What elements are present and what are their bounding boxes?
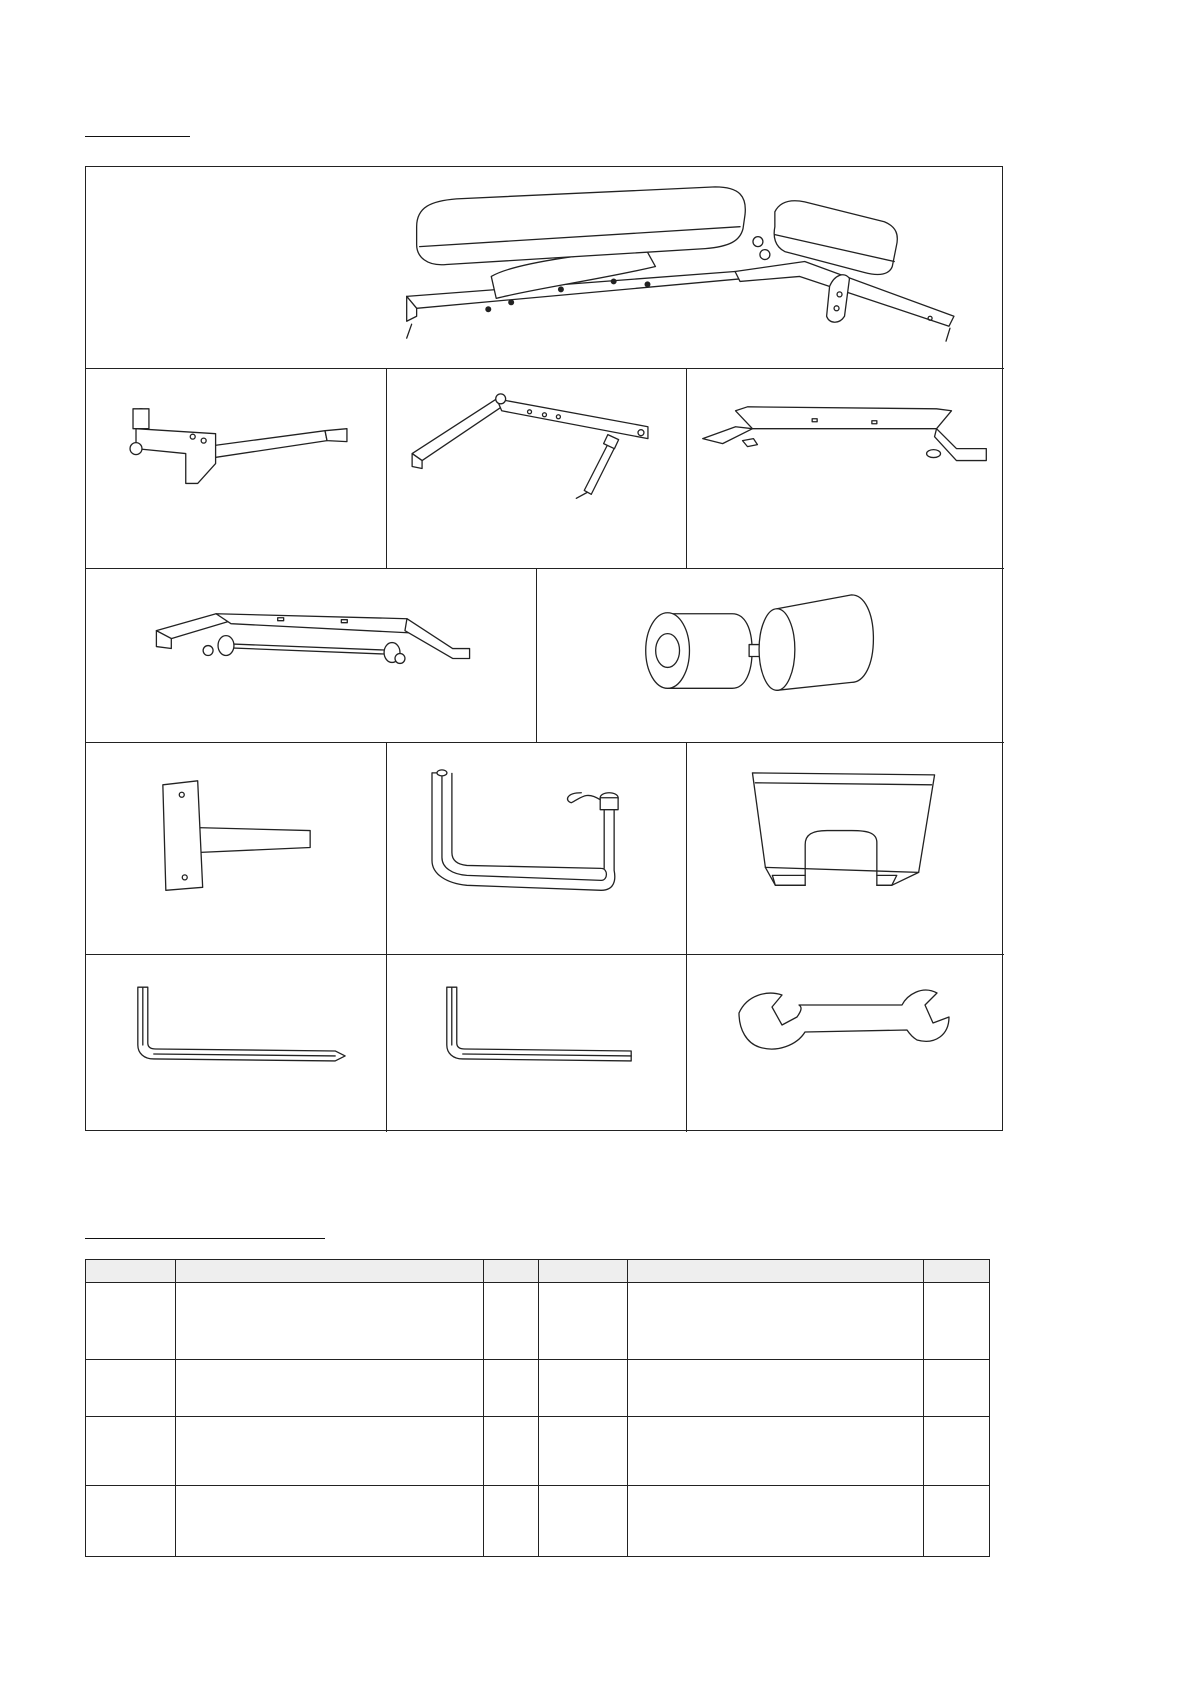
illustration-cell-mounting-plate	[86, 743, 387, 955]
table-row	[86, 1486, 990, 1557]
illustration-cell-main-frame	[387, 369, 687, 569]
table-cell	[175, 1360, 483, 1417]
rear-base-icon	[687, 369, 1004, 568]
table-cell	[175, 1486, 483, 1557]
table-cell	[628, 1283, 924, 1360]
table-cell	[86, 1417, 176, 1486]
table-cell	[175, 1417, 483, 1486]
column-header	[539, 1260, 628, 1283]
seat-cushion-icon	[687, 743, 1004, 954]
foam-rollers-icon	[537, 569, 1004, 742]
table-cell	[539, 1417, 628, 1486]
column-header	[175, 1260, 483, 1283]
illustration-cell-assembled	[86, 167, 1004, 369]
table-cell	[539, 1486, 628, 1557]
table-row	[86, 1417, 990, 1486]
front-base-with-rollers-icon	[86, 569, 536, 742]
mounting-plate-icon	[86, 743, 386, 954]
parts-list-table	[85, 1259, 990, 1557]
table-header-row	[86, 1260, 990, 1283]
screwdriver-allen-key-icon	[86, 955, 386, 1132]
illustration-cell-front-base	[86, 569, 537, 743]
illustration-cell-screwdriver-key	[86, 955, 387, 1132]
table-cell	[86, 1486, 176, 1557]
leg-holder-tube-icon	[387, 743, 686, 954]
column-header	[86, 1260, 176, 1283]
table-cell	[628, 1417, 924, 1486]
illustration-cell-seat-cushion	[687, 743, 1004, 955]
table-cell	[86, 1360, 176, 1417]
illustration-cell-wrench	[687, 955, 1004, 1132]
illustration-cell-allen-key	[387, 955, 687, 1132]
table-cell	[539, 1360, 628, 1417]
table-cell	[628, 1360, 924, 1417]
table-cell	[924, 1283, 990, 1360]
illustration-cell-rear-base	[687, 369, 1004, 569]
table-cell	[483, 1486, 539, 1557]
table-cell	[539, 1283, 628, 1360]
parts-illustration-grid	[85, 166, 1003, 1131]
wrench-icon	[687, 955, 1004, 1132]
table-cell	[175, 1283, 483, 1360]
allen-key-icon	[387, 955, 686, 1132]
table-row	[86, 1283, 990, 1360]
front-stabilizer-frame-icon	[86, 369, 386, 568]
table-cell	[483, 1417, 539, 1486]
column-header	[483, 1260, 539, 1283]
column-header	[924, 1260, 990, 1283]
parts-overview-heading	[85, 122, 190, 137]
table-cell	[483, 1360, 539, 1417]
table-cell	[924, 1360, 990, 1417]
parts-list-heading	[85, 1224, 325, 1239]
illustration-cell-foam-rollers	[537, 569, 1004, 743]
illustration-cell-front-stabilizer	[86, 369, 387, 569]
column-header	[628, 1260, 924, 1283]
table-cell	[924, 1486, 990, 1557]
table-cell	[483, 1283, 539, 1360]
illustration-cell-leg-holder	[387, 743, 687, 955]
table-row	[86, 1360, 990, 1417]
table-cell	[86, 1283, 176, 1360]
table-cell	[628, 1486, 924, 1557]
main-frame-with-pin-icon	[387, 369, 686, 568]
assembled-bench-icon	[86, 167, 1004, 368]
table-cell	[924, 1417, 990, 1486]
